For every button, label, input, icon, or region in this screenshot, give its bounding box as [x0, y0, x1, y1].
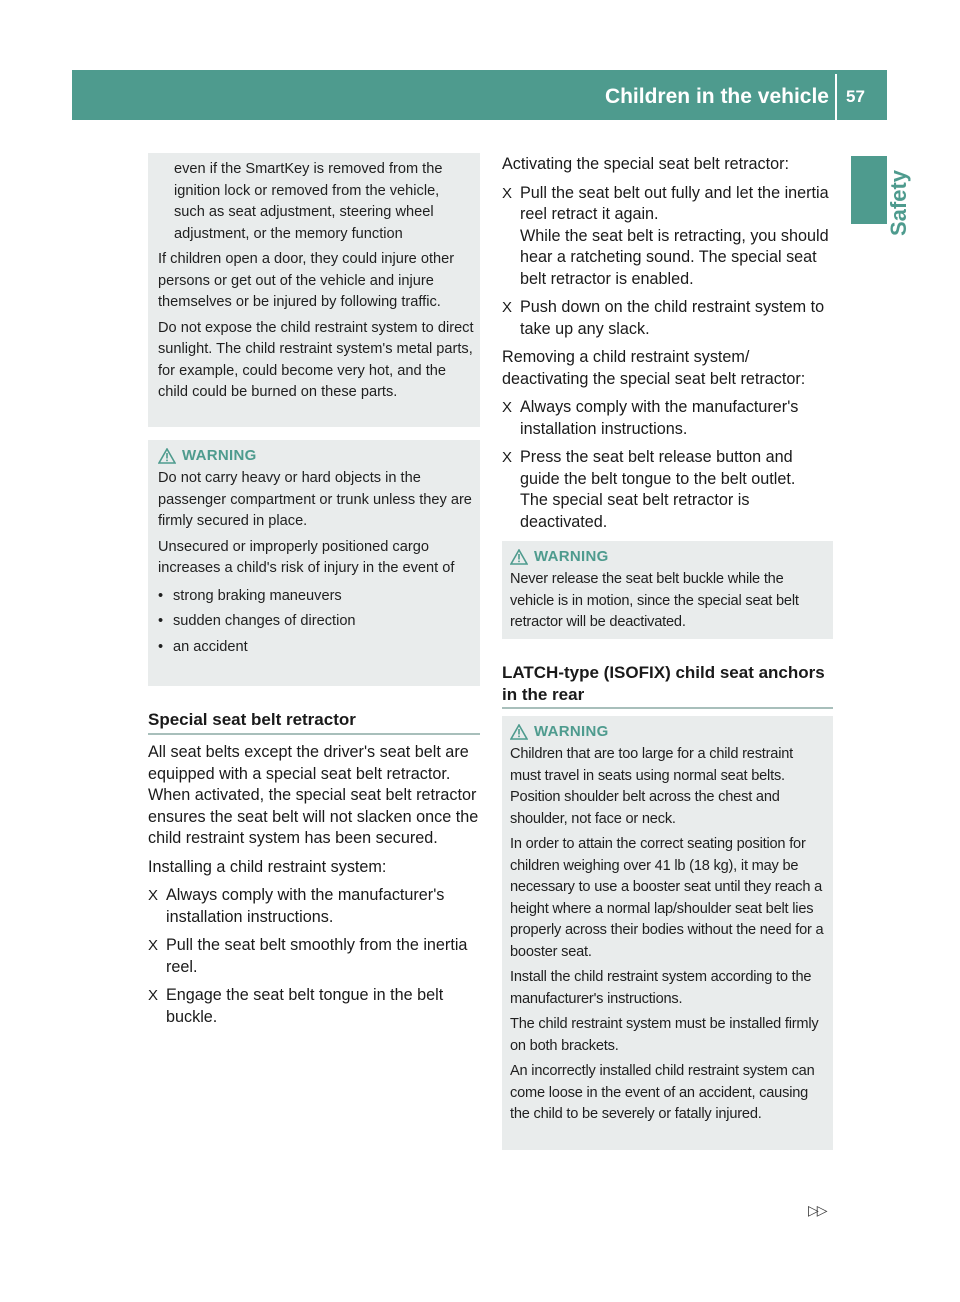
instruction-step: X Press the seat belt release button and guide the belt tongue to the belt outlet. [502, 448, 796, 488]
list-item: • strong braking maneuvers [158, 587, 342, 604]
right-body [502, 154, 836, 533]
continued-bullet-text: even if the SmartKey is removed from the ignition lock or removed from the vehicle, such as seat adjustment, steering wheel adjustment, or the memory function [174, 161, 443, 242]
warning-heading [510, 547, 827, 567]
paragraph: All seat belts except the driver's seat belt are equipped with a special seat belt retractor. When activated, the special seat belt retractor ensures the seat belt will not slacken once the child restraint system has been secured. [148, 743, 479, 847]
section-tab-marker [851, 156, 887, 224]
instruction-step: X Push down on the child restraint system to take up any slack. [502, 298, 825, 338]
paragraph: Do not expose the child restraint system to direct sunlight. The child restraint system's metal parts, for example, could become very hot, and the child could be burned on these parts. [158, 319, 474, 400]
header-divider [835, 74, 837, 120]
section-tab [852, 169, 911, 336]
warning-triangle-icon [510, 724, 528, 740]
paragraph: Do not carry heavy or hard objects in the passenger compartment or trunk unless they are firmly secured in place. [158, 470, 472, 529]
step-result: While the seat belt is retracting, you should hear a ratcheting sound. The special seat belt retractor is enabled. [520, 226, 829, 288]
section-tab-label: Safety [886, 169, 911, 236]
step-text: Push down on the child restraint system to take up any slack. [520, 298, 825, 338]
warning-heading [158, 446, 474, 466]
paragraph: Never release the seat belt buckle while the vehicle is in motion, since the special seat belt retractor will be deactivated. [510, 571, 799, 630]
instruction-step: X Always comply with the manufacturer's installation instructions. [148, 886, 445, 926]
continue-marker: ▷▷ [808, 1202, 826, 1218]
step-text: Engage the seat belt tongue in the belt buckle. [166, 986, 444, 1026]
warning-label: WARNING [534, 548, 609, 566]
paragraph: The child restraint system must be installed firmly on both brackets. [510, 1016, 819, 1054]
heading-rule [148, 733, 480, 735]
warning-triangle-icon [158, 448, 176, 464]
paragraph: Removing a child restraint system/ deactivating the special seat belt retractor: [502, 348, 806, 388]
list-item: • an accident [158, 638, 248, 655]
list-item-text: an accident [173, 638, 248, 655]
paragraph: Installing a child restraint system: [148, 857, 387, 876]
warning-box [148, 440, 480, 686]
page-number: 57 [846, 87, 865, 106]
list-item-text: sudden changes of direction [173, 613, 356, 629]
instruction-step: X Engage the seat belt tongue in the belt buckle. [148, 986, 444, 1026]
instruction-step: X Pull the seat belt out fully and let the inertia reel retract it again. [502, 183, 829, 223]
paragraph: Activating the special seat belt retractor: [502, 155, 790, 173]
warning-label: WARNING [534, 723, 609, 741]
step-text: Always comply with the manufacturer's installation instructions. [520, 398, 799, 438]
warning-label: WARNING [182, 447, 257, 465]
list-item-text: strong braking maneuvers [173, 587, 342, 604]
warning-box [502, 541, 833, 639]
page-header [72, 70, 887, 120]
warning-triangle-icon [510, 549, 528, 565]
instruction-step: X Always comply with the manufacturer's installation instructions. [502, 398, 799, 438]
paragraph: Children that are too large for a child restraint must travel in seats using normal seat belts. Position shoulder belt across the chest and shoulder, not face or neck. [510, 746, 794, 827]
step-text: Pull the seat belt out fully and let the inertia reel retract it again. [520, 183, 829, 223]
instruction-step: X Pull the seat belt smoothly from the inertia reel. [148, 936, 468, 976]
heading-rule [502, 707, 833, 709]
paragraph: In order to attain the correct seating position for children weighing over 41 lb (18 kg), it may be necessary to use a booster seat until they reach a height where a normal lap/shoulder seat belt lies properly across their bodies without the need for a booster seat. [510, 836, 824, 960]
paragraph: An incorrectly installed child restraint system can come loose in the event of an accident, causing the child to be severely or fatally injured. [510, 1063, 815, 1122]
paragraph: Install the child restraint system according to the manufacturer's instructions. [510, 969, 812, 1007]
step-text: Press the seat belt release button and guide the belt tongue to the belt outlet. [520, 448, 796, 488]
paragraph: If children open a door, they could injure other persons or get out of the vehicle and injure themselves or be injured by following traffic. [158, 251, 455, 310]
warning-box [502, 716, 833, 1150]
chapter-title: Children in the vehicle [604, 85, 829, 108]
step-text: Pull the seat belt smoothly from the inertia reel. [166, 936, 468, 976]
section-heading: Special seat belt retractor [148, 710, 356, 729]
left-body [148, 742, 482, 1028]
list-item: • sudden changes of direction [158, 613, 356, 629]
caution-box-continued [148, 153, 480, 427]
warning-heading [510, 722, 827, 742]
section-heading: LATCH-type (ISOFIX) child seat anchors in the rear [502, 663, 825, 704]
step-result: The special seat belt retractor is deactivated. [520, 491, 750, 531]
step-text: Always comply with the manufacturer's installation instructions. [166, 886, 445, 926]
paragraph: Unsecured or improperly positioned cargo increases a child's risk of injury in the event of [158, 538, 455, 576]
